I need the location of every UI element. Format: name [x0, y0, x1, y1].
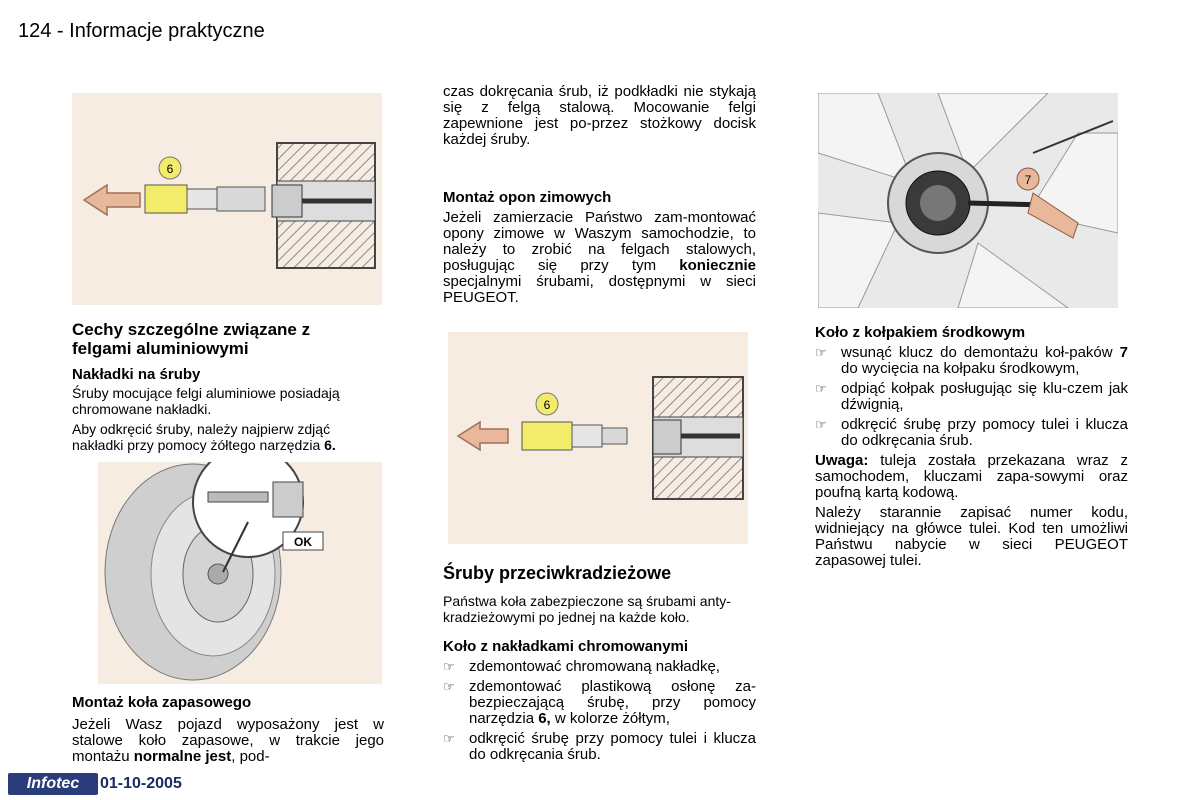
tool-ref: 6. — [324, 437, 336, 453]
footer-date: 01-10-2005 — [100, 775, 182, 792]
tool-number-label: 7 — [1024, 173, 1032, 187]
section-heading-antitheft: Śruby przeciwkradzieżowe — [443, 563, 672, 583]
figure-cap-removal — [72, 93, 382, 305]
text-span: wsunąć klucz do demontażu koł-paków — [841, 344, 1120, 361]
list-item — [443, 679, 756, 727]
list-item — [815, 381, 1128, 413]
list-item — [815, 345, 1128, 377]
bullet-list-hub — [815, 345, 1128, 449]
note-label: Uwaga: — [815, 452, 869, 469]
subheading-chrome-caps: Koło z nakładkami chromowanymi — [443, 638, 689, 655]
text-span: w kolorze żółtym, — [550, 710, 670, 727]
paragraph-spare-wheel — [72, 717, 384, 765]
list-item — [443, 731, 756, 763]
text-span: Jeżeli zamierzacie Państwo zam-montować opony zimowe w Waszym samochodzie, to należy to zrobić na felgach stalowych, posługując się przy tym — [443, 209, 756, 274]
text-span: , pod- — [231, 748, 270, 765]
ok-label: OK — [294, 535, 312, 549]
cap-removal-illustration — [72, 93, 382, 305]
bold-span: 6, — [538, 710, 551, 727]
tool-number-label: 6 — [543, 398, 551, 412]
text-span: odkręcić śrubę przy pomocy tulei i klucza do odkręcania śrub. — [841, 416, 1128, 449]
subheading-caps: Nakładki na śruby — [72, 366, 201, 383]
bold-span: 7 — [1119, 344, 1128, 361]
figure-hub-cap — [818, 93, 1118, 308]
text-span: do wycięcia na kołpaku środkowym, — [841, 360, 1080, 377]
section-title: Informacje praktyczne — [69, 20, 265, 42]
text-span: tuleja została przekazana wraz z samochodem, kluczami zapa-sowymi oraz poufną kartą kodową. — [815, 452, 1128, 501]
text-span: Jeżeli Wasz pojazd wyposażony jest w stalowe koło zapasowe, w trakcie jego montażu — [72, 716, 384, 765]
list-item — [443, 659, 756, 675]
header-separator: - — [51, 20, 70, 42]
infotec-logo: Infotec — [8, 773, 98, 795]
pointing-hand-icon: ☞ — [443, 679, 455, 694]
pointing-hand-icon: ☞ — [815, 417, 827, 432]
paragraph-continuation: czas dokręcania śrub, iż podkładki nie stykają się z felgą stalową. Mocowanie felgi zapewnione jest po-przez stożkowy docisk każdej śruby. — [443, 83, 756, 148]
pointing-hand-icon: ☞ — [443, 731, 455, 746]
direction-arrow-icon — [84, 185, 140, 215]
text-span: odpiąć kołpak posługując się klu-czem jak dźwignią, — [841, 380, 1128, 413]
paragraph-code: Należy starannie zapisać numer kodu, widniejący na główce tulei. Kod ten umożliwi Państwu nabycie w sieci PEUGEOT zapasowej tulei. — [815, 504, 1128, 569]
figure-antitheft-tool — [448, 332, 748, 544]
paragraph-caps-2 — [72, 421, 384, 453]
page-number: 124 — [18, 20, 52, 42]
paragraph-antitheft: Państwa koła zabezpieczone są śrubami anty-kradzieżowymi po jednej na każde koło. — [443, 593, 731, 625]
spare-wheel-illustration — [98, 462, 382, 684]
subheading-hub-cap: Koło z kołpakiem środkowym — [815, 324, 1026, 341]
hub-cap-illustration — [818, 93, 1118, 308]
heading-line-1: Cechy szczególne związane z — [72, 320, 311, 339]
paragraph-caps-1: Śruby mocujące felgi aluminiowe posiadają chromowane nakładki. — [72, 385, 340, 417]
bullet-list-chrome — [443, 659, 756, 763]
text-span: zdemontować plastikową osłonę za-bezpieczającą śrubę, przy pomocy narzędzia — [469, 678, 756, 727]
text-span: specjalnymi śrubami, dostępnymi w sieci PEUGEOT. — [443, 273, 756, 306]
pointing-hand-icon: ☞ — [815, 381, 827, 396]
paragraph-winter-tires — [443, 210, 756, 306]
subheading-spare-wheel: Montaż koła zapasowego — [72, 694, 252, 711]
pointing-hand-icon: ☞ — [815, 345, 827, 360]
subheading-winter-tires: Montaż opon zimowych — [443, 189, 612, 206]
text-span: odkręcić śrubę przy pomocy tulei i klucza do odkręcania śrub. — [469, 730, 756, 763]
bold-span: koniecznie — [679, 257, 756, 274]
page-header — [18, 20, 265, 43]
text-span: Aby odkręcić śruby, należy najpierw zdjąć nakładki przy pomocy żółtego narzędzia — [72, 421, 331, 453]
antitheft-tool-illustration — [448, 332, 748, 544]
section-heading-alloy — [72, 320, 384, 358]
pointing-hand-icon: ☞ — [443, 659, 455, 674]
heading-line-2: felgami aluminiowymi — [72, 339, 249, 358]
direction-arrow-icon — [458, 422, 508, 450]
bold-span: normalne jest — [133, 748, 232, 765]
tool-number-label: 6 — [166, 162, 174, 176]
list-item — [815, 417, 1128, 449]
text-span: zdemontować chromowaną nakładkę, — [469, 658, 720, 675]
figure-spare-wheel — [98, 462, 382, 684]
paragraph-note — [815, 453, 1128, 501]
